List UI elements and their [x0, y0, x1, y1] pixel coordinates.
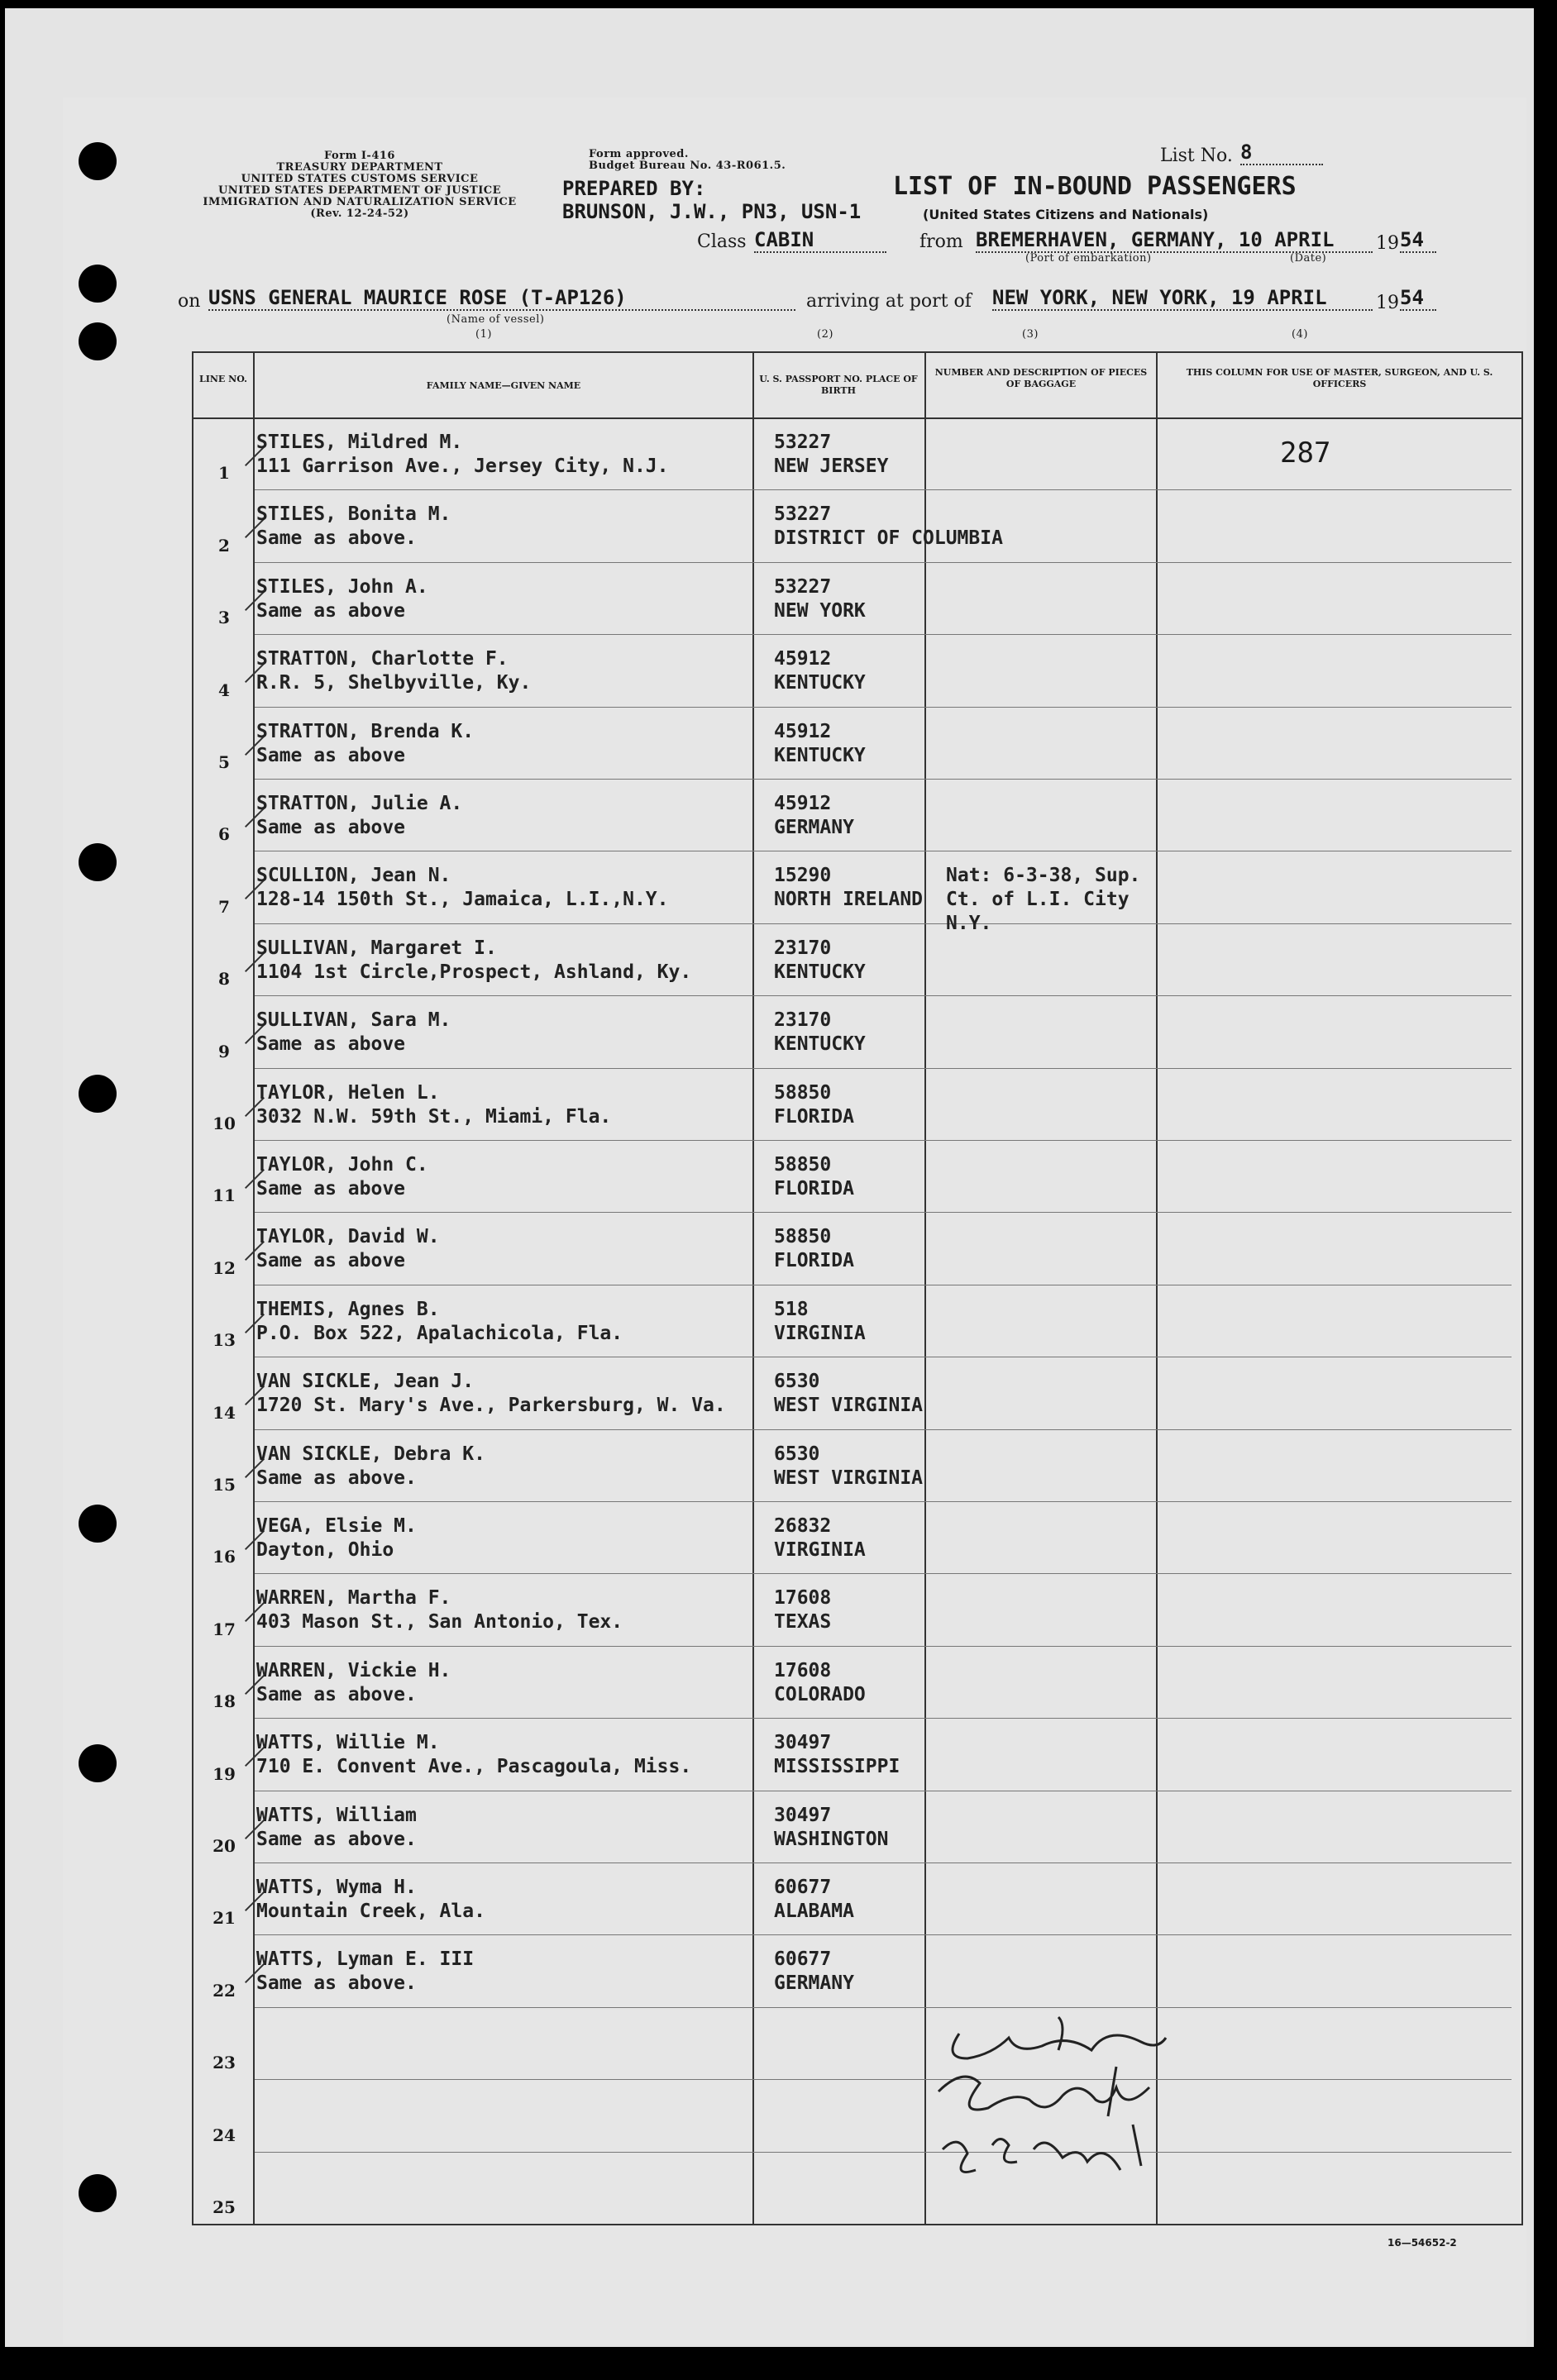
from-label: from	[919, 231, 963, 252]
punch-hole	[79, 1075, 117, 1113]
approval-block	[589, 149, 786, 172]
passenger-name: STRATTON, Charlotte F.	[256, 648, 509, 670]
class-label: Class	[697, 231, 747, 252]
punch-hole	[79, 322, 117, 360]
line-no-divider	[253, 351, 255, 2225]
line-number: 10	[213, 1114, 236, 1133]
punch-hole	[79, 2174, 117, 2212]
row-divider	[255, 634, 1512, 635]
row-divider	[255, 1212, 1512, 1213]
arriving-label: arriving at port of	[806, 291, 972, 312]
table-left-border	[192, 351, 193, 2225]
passenger-name: VAN SICKLE, Debra K.	[256, 1443, 485, 1465]
passport-number: 23170	[774, 1009, 832, 1032]
passenger-name: WATTS, William	[256, 1804, 417, 1826]
passport-number: 30497	[774, 1732, 832, 1754]
row-divider	[255, 2079, 1512, 2080]
col-num-1: (1)	[475, 328, 492, 341]
col-num-3: (3)	[1022, 328, 1039, 341]
scan-border-right	[1534, 0, 1557, 2380]
place-of-birth: KENTUCKY	[774, 1033, 866, 1056]
passenger-address: Same as above	[256, 1033, 406, 1056]
arrival-year: 54	[1400, 286, 1436, 311]
from-year-prefix: 19	[1376, 233, 1399, 254]
passenger-address: Mountain Creek, Ala.	[256, 1901, 485, 1922]
line-number: 22	[213, 1980, 236, 2001]
from-year: 54	[1400, 228, 1436, 253]
row-divider	[255, 1429, 1512, 1430]
passport-number: 60677	[774, 1948, 832, 1971]
arrival-port-value: NEW YORK, NEW YORK, 19 APRIL	[992, 286, 1373, 311]
ins-service: IMMIGRATION AND NATURALIZATION SERVICE	[203, 196, 517, 208]
passport-number: 53227	[774, 432, 832, 453]
header-passport: U. S. PASSPORT NO. PLACE OF BIRTH	[759, 374, 918, 396]
place-of-birth: KENTUCKY	[774, 961, 866, 983]
line-number: 11	[213, 1185, 236, 1206]
revision-date: (Rev. 12-24-52)	[310, 207, 409, 220]
punch-hole	[79, 265, 117, 303]
passenger-name: STILES, Bonita M.	[256, 503, 451, 526]
row-divider	[255, 1501, 1512, 1502]
passenger-name: STRATTON, Julie A.	[256, 793, 463, 814]
punch-hole	[79, 843, 117, 881]
line-number: 14	[213, 1402, 236, 1423]
row-divider	[255, 1068, 1512, 1069]
customs-service: UNITED STATES CUSTOMS SERVICE	[241, 173, 479, 185]
line-number: 3	[218, 608, 230, 628]
passport-number: 58850	[774, 1081, 832, 1104]
passport-number: 23170	[774, 937, 832, 959]
table-top-border	[192, 351, 1523, 353]
passenger-address: R.R. 5, Shelbyville, Ky.	[256, 672, 532, 694]
header-baggage: NUMBER AND DESCRIPTION OF PIECES OF BAGGAGE	[934, 367, 1148, 389]
passenger-address: Same as above.	[256, 1972, 417, 1995]
place-of-birth: VIRGINIA	[774, 1539, 866, 1561]
place-of-birth: MISSISSIPPI	[774, 1756, 900, 1778]
passport-number: 17608	[774, 1659, 832, 1681]
passenger-name: TAYLOR, John C.	[256, 1154, 428, 1176]
passenger-address: 1720 St. Mary's Ave., Parkersburg, W. Va.	[256, 1395, 726, 1417]
passenger-address: Same as above.	[256, 1683, 417, 1705]
line-number: 6	[218, 824, 230, 845]
form-approved: Form approved.	[589, 148, 689, 160]
passenger-address: 3032 N.W. 59th St., Miami, Fla.	[256, 1105, 612, 1128]
on-label: on	[178, 291, 201, 312]
place-of-birth: NEW YORK	[774, 599, 866, 622]
scan-border-left	[0, 0, 5, 2380]
passenger-address: Same as above.	[256, 1828, 417, 1850]
passenger-address: Same as above	[256, 744, 406, 766]
prepared-by-label: PREPARED BY:	[562, 177, 706, 200]
place-of-birth: FLORIDA	[774, 1105, 854, 1128]
place-of-birth: KENTUCKY	[774, 744, 866, 766]
line-number: 8	[218, 969, 230, 990]
passenger-address: 403 Mason St., San Antonio, Tex.	[256, 1611, 623, 1634]
line-number: 9	[218, 1041, 230, 1061]
passenger-name: WATTS, Willie M.	[256, 1732, 440, 1754]
passport-number: 17608	[774, 1587, 832, 1610]
header-name: FAMILY NAME—GIVEN NAME	[426, 380, 581, 391]
passport-number: 60677	[774, 1877, 832, 1898]
passenger-address: 1104 1st Circle,Prospect, Ashland, Ky.	[256, 961, 692, 983]
passenger-address: Same as above	[256, 1250, 406, 1272]
line-number: 20	[213, 1836, 236, 1856]
vessel-value: USNS GENERAL MAURICE ROSE (T-AP126)	[208, 286, 795, 311]
name-divider	[752, 351, 754, 2225]
punch-hole	[79, 1744, 117, 1782]
justice-dept: UNITED STATES DEPARTMENT OF JUSTICE	[217, 184, 502, 197]
col-num-4: (4)	[1292, 328, 1308, 341]
passenger-name: THEMIS, Agnes B.	[256, 1298, 440, 1320]
passenger-name: SCULLION, Jean N.	[256, 865, 451, 887]
passport-number: 15290	[774, 865, 832, 887]
row-divider	[255, 1140, 1512, 1141]
scan-border-top	[0, 0, 1557, 8]
form-agency-block	[170, 150, 550, 220]
list-no-value: 8	[1240, 141, 1323, 165]
line-number: 7	[218, 896, 230, 917]
col-num-2: (2)	[817, 328, 833, 341]
passenger-name: STILES, Mildred M.	[256, 432, 463, 453]
passenger-address: 128-14 150th St., Jamaica, L.I.,N.Y.	[256, 889, 669, 911]
passport-number: 6530	[774, 1443, 820, 1465]
officer-note: 287	[1280, 436, 1331, 470]
passport-number: 6530	[774, 1371, 820, 1393]
line-number: 5	[218, 752, 230, 772]
arrival-year-prefix: 19	[1376, 293, 1399, 313]
port-embark-caption: (Port of embarkation)	[1025, 252, 1152, 265]
line-number: 1	[218, 463, 230, 484]
place-of-birth: NORTH IRELAND	[774, 889, 924, 911]
passenger-address: 111 Garrison Ave., Jersey City, N.J.	[256, 455, 669, 477]
passenger-address: Same as above	[256, 599, 406, 622]
footer-code: 16—54652-2	[1387, 2237, 1457, 2249]
treasury-dept: TREASURY DEPARTMENT	[276, 161, 443, 174]
passenger-name: WATTS, Lyman E. III	[256, 1948, 475, 1971]
passport-number: 58850	[774, 1226, 832, 1248]
passenger-name: SULLIVAN, Margaret I.	[256, 937, 497, 959]
passenger-address: Same as above.	[256, 527, 417, 550]
passenger-name: WARREN, Vickie H.	[256, 1659, 451, 1681]
list-no-label: List No.	[1160, 145, 1233, 166]
passenger-name: STILES, John A.	[256, 575, 428, 598]
place-of-birth: WEST VIRGINIA	[774, 1395, 924, 1417]
place-of-birth: KENTUCKY	[774, 672, 866, 694]
passport-number: 26832	[774, 1515, 832, 1537]
place-of-birth: GERMANY	[774, 817, 854, 838]
row-divider	[255, 707, 1512, 708]
row-divider	[255, 1646, 1512, 1647]
row-divider	[255, 562, 1512, 563]
passport-number: 45912	[774, 648, 832, 670]
passport-number: 518	[774, 1298, 809, 1320]
line-number: 25	[213, 2197, 236, 2217]
place-of-birth: TEXAS	[774, 1611, 832, 1634]
passenger-name: TAYLOR, David W.	[256, 1226, 440, 1248]
place-of-birth: GERMANY	[774, 1972, 854, 1995]
baggage-note: Nat: 6-3-38, Sup. Ct. of L.I. City N.Y.	[946, 865, 1141, 935]
row-divider	[255, 1573, 1512, 1574]
class-value: CABIN	[754, 228, 886, 253]
passenger-name: VAN SICKLE, Jean J.	[256, 1371, 475, 1393]
row-divider	[255, 923, 1512, 924]
passenger-name: STRATTON, Brenda K.	[256, 720, 475, 742]
passenger-name: SULLIVAN, Sara M.	[256, 1009, 451, 1032]
line-number: 19	[213, 1763, 236, 1784]
embarkation-value: BREMERHAVEN, GERMANY, 10 APRIL	[976, 228, 1373, 253]
place-of-birth: NEW JERSEY	[774, 455, 889, 477]
table-bottom-border	[192, 2224, 1523, 2225]
budget-bureau: Budget Bureau No. 43-R061.5.	[589, 160, 786, 172]
passenger-address: Same as above.	[256, 1467, 417, 1489]
punch-hole	[79, 142, 117, 180]
line-number: 18	[213, 1691, 236, 1712]
passenger-address: Same as above	[256, 1178, 406, 1200]
place-of-birth: DISTRICT OF COLUMBIA	[774, 527, 1003, 550]
handwritten-signature	[926, 2001, 1257, 2191]
row-divider	[255, 1718, 1512, 1719]
place-of-birth: VIRGINIA	[774, 1322, 866, 1344]
passport-divider	[924, 351, 926, 2225]
place-of-birth: ALABAMA	[774, 1901, 854, 1922]
form-subtitle: (United States Citizens and Nationals)	[923, 207, 1209, 222]
line-number: 4	[218, 680, 230, 700]
row-divider	[255, 2152, 1512, 2153]
passenger-address: P.O. Box 522, Apalachicola, Fla.	[256, 1322, 623, 1344]
table-header-border	[192, 417, 1523, 419]
passenger-name: WARREN, Martha F.	[256, 1587, 451, 1610]
line-number: 15	[213, 1475, 236, 1495]
form-title: LIST OF IN-BOUND PASSENGERS	[893, 172, 1297, 201]
passenger-name: VEGA, Elsie M.	[256, 1515, 417, 1537]
passport-number: 45912	[774, 720, 832, 742]
row-divider	[255, 1934, 1512, 1935]
line-number: 16	[213, 1547, 236, 1567]
line-number: 17	[213, 1619, 236, 1639]
place-of-birth: WEST VIRGINIA	[774, 1467, 924, 1489]
baggage-divider	[1156, 351, 1158, 2225]
passport-number: 45912	[774, 793, 832, 814]
passenger-name: WATTS, Wyma H.	[256, 1877, 417, 1898]
line-number: 24	[213, 2125, 236, 2145]
line-number: 12	[213, 1257, 236, 1278]
vessel-caption: (Name of vessel)	[447, 313, 545, 326]
form-number: Form I-416	[324, 150, 395, 162]
line-number: 21	[213, 1908, 236, 1929]
scan-border-bottom	[0, 2347, 1557, 2380]
passenger-address: Dayton, Ohio	[256, 1539, 394, 1561]
date-caption: (Date)	[1290, 252, 1327, 265]
passport-number: 53227	[774, 575, 832, 598]
place-of-birth: WASHINGTON	[774, 1828, 889, 1850]
prepared-by-value: BRUNSON, J.W., PN3, USN-1	[562, 200, 862, 223]
row-divider	[255, 779, 1512, 780]
header-officers: THIS COLUMN FOR USE OF MASTER, SURGEON, AND U. S. OFFICERS	[1186, 367, 1493, 389]
line-number: 23	[213, 2053, 236, 2073]
row-divider	[255, 2007, 1512, 2008]
row-divider	[255, 995, 1512, 996]
row-divider	[255, 489, 1512, 490]
place-of-birth: COLORADO	[774, 1683, 866, 1705]
passport-number: 58850	[774, 1154, 832, 1176]
passenger-address: 710 E. Convent Ave., Pascagoula, Miss.	[256, 1756, 692, 1778]
place-of-birth: FLORIDA	[774, 1250, 854, 1272]
place-of-birth: FLORIDA	[774, 1178, 854, 1200]
passenger-address: Same as above	[256, 817, 406, 838]
passenger-name: TAYLOR, Helen L.	[256, 1081, 440, 1104]
table-right-border	[1521, 351, 1523, 2225]
line-number: 2	[218, 535, 230, 556]
punch-hole	[79, 1505, 117, 1543]
passport-number: 53227	[774, 503, 832, 526]
line-number: 13	[213, 1330, 236, 1351]
header-line-no: LINE NO.	[199, 374, 247, 384]
passport-number: 30497	[774, 1804, 832, 1826]
